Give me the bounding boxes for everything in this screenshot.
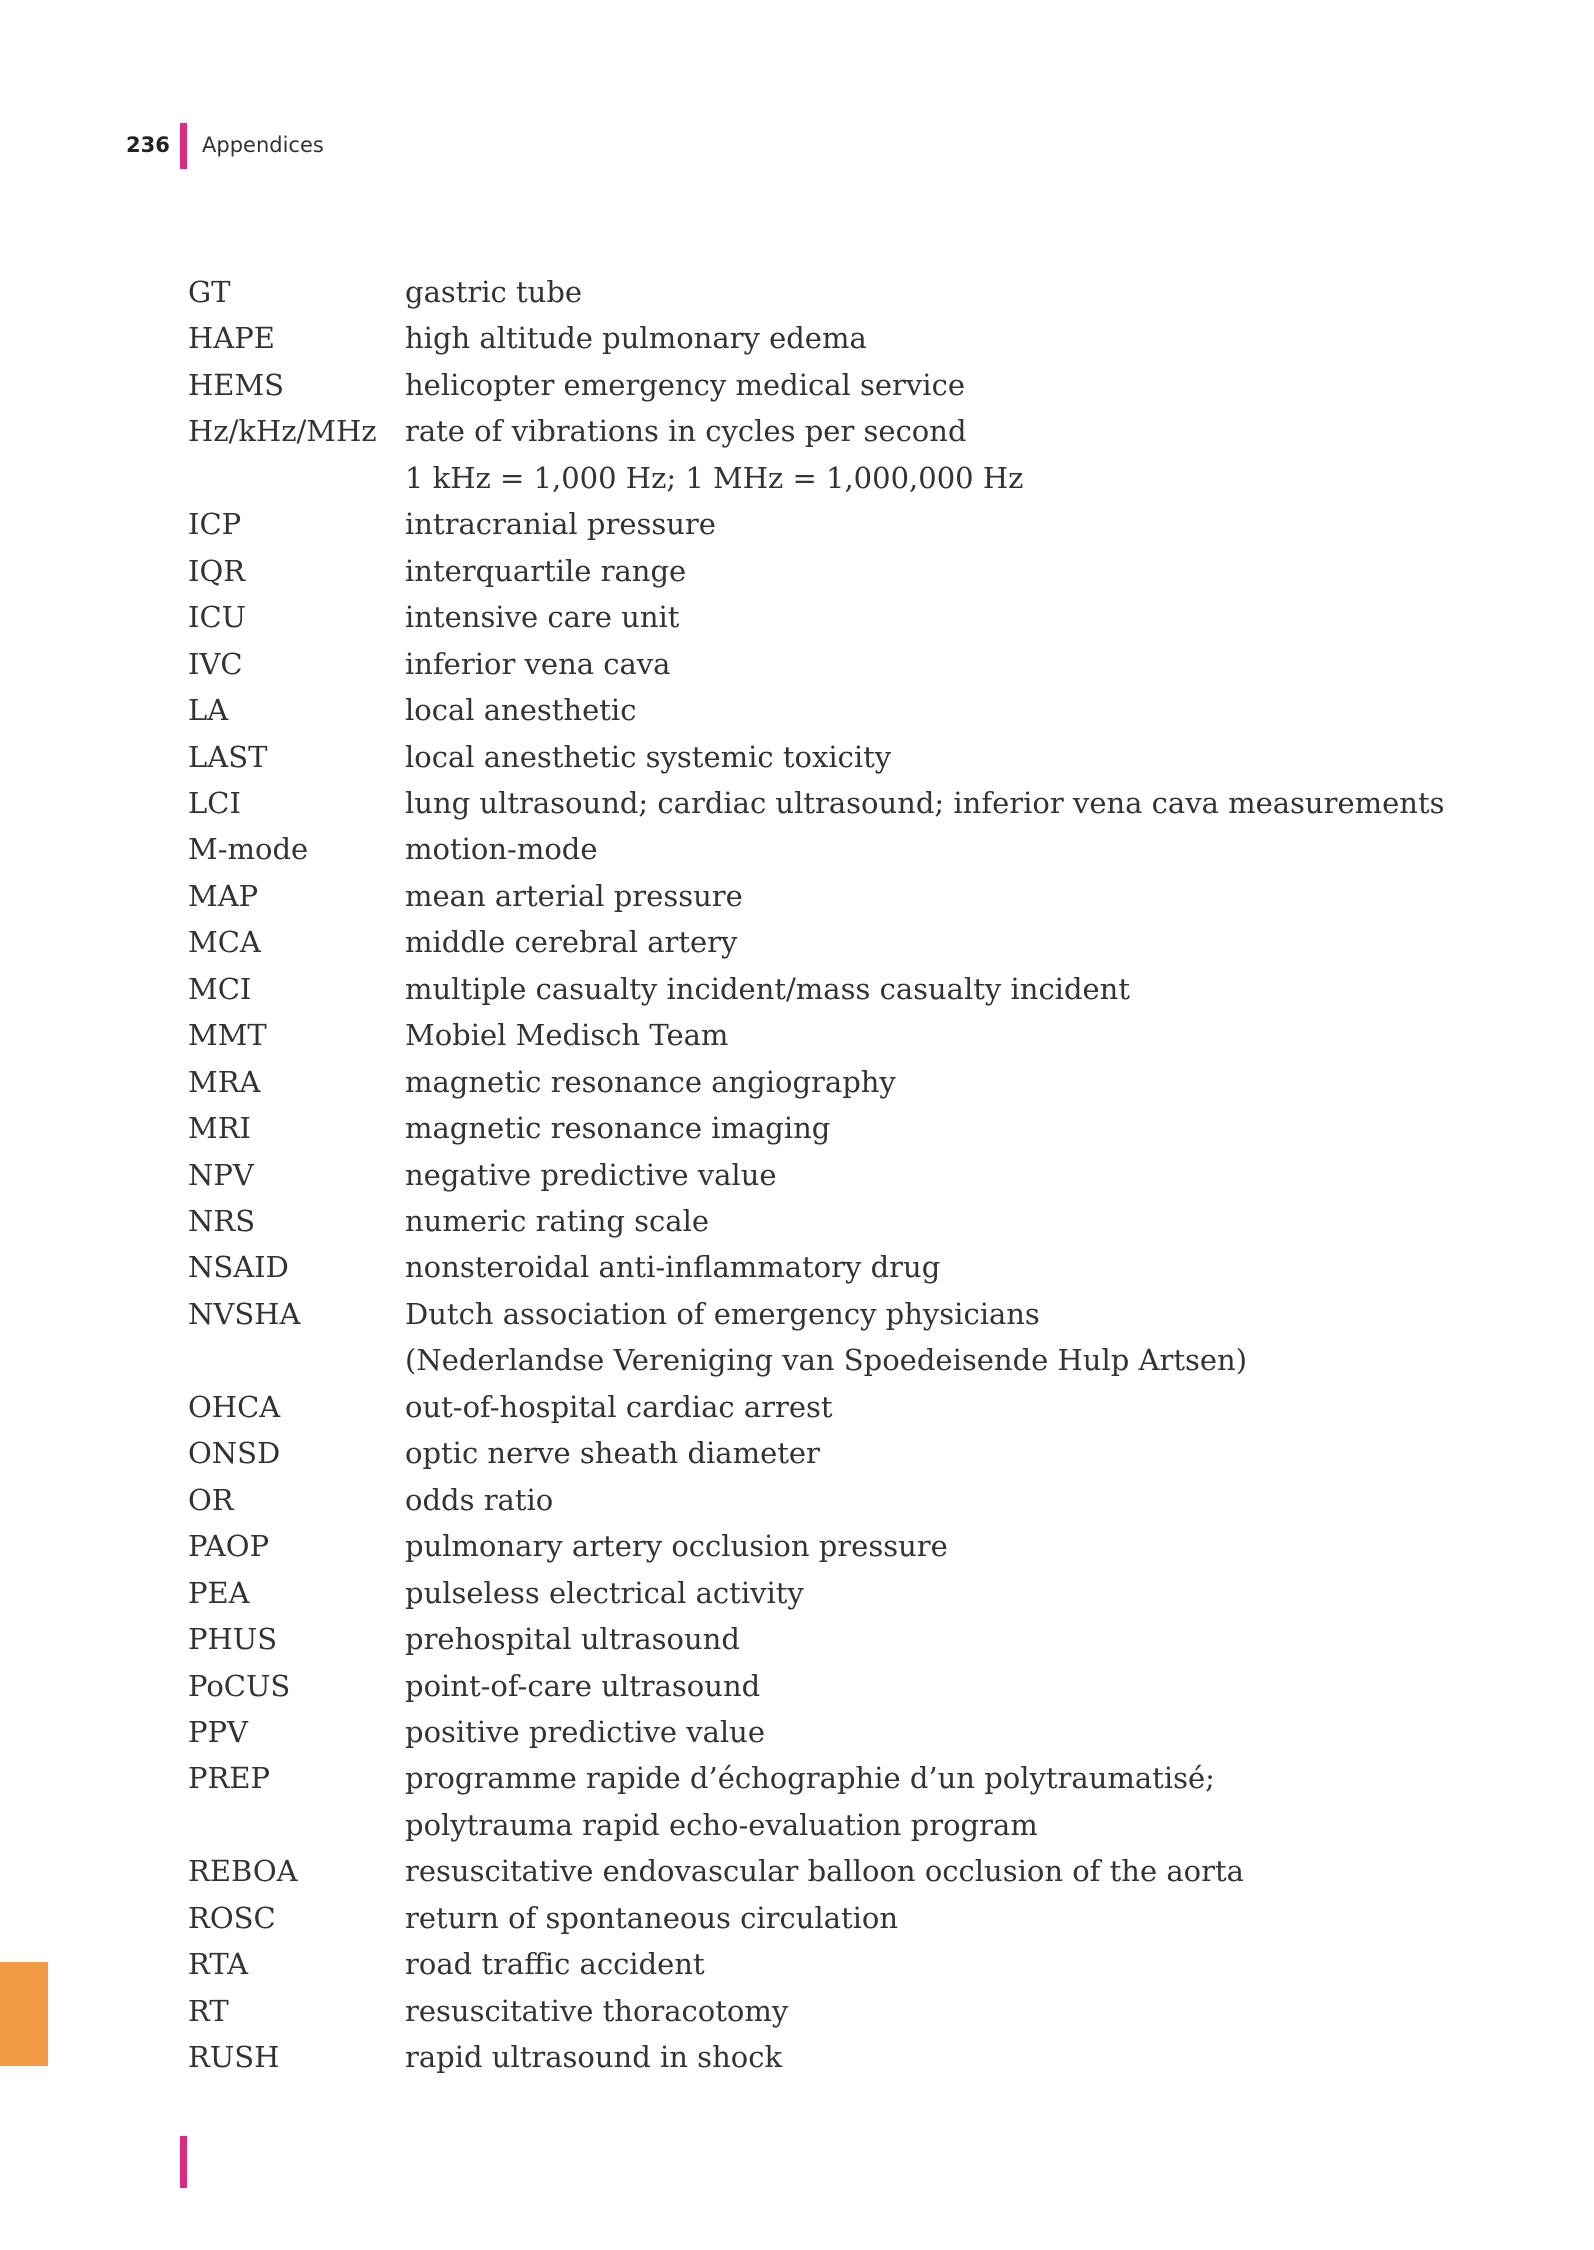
abbreviation-row	[0, 919, 1594, 965]
abbreviation-definition: local anesthetic	[405, 693, 637, 728]
abbreviation-row	[0, 315, 1594, 361]
abbreviation-definition: (Nederlandse Vereniging van Spoedeisende Hulp Artsen)	[405, 1343, 1248, 1378]
abbreviation-term: ROSC	[188, 1900, 276, 1935]
abbreviation-term: PREP	[188, 1761, 271, 1796]
abbreviation-term: ICU	[188, 600, 247, 635]
abbreviation-term: MMT	[188, 1018, 267, 1053]
abbreviation-definition: rate of vibrations in cycles per second	[405, 414, 967, 449]
abbreviation-row	[0, 1152, 1594, 1198]
abbreviation-definition: pulseless electrical activity	[405, 1575, 804, 1610]
abbreviation-definition: programme rapide d’échographie d’un polytraumatisé;	[405, 1761, 1215, 1796]
abbreviation-row	[0, 1384, 1594, 1430]
abbreviation-definition: local anesthetic systemic toxicity	[405, 739, 892, 774]
abbreviation-definition: Mobiel Medisch Team	[405, 1018, 729, 1053]
abbreviation-row	[0, 1755, 1594, 1801]
abbreviation-row	[0, 780, 1594, 826]
abbreviation-term: LA	[188, 693, 229, 728]
abbreviation-term: IVC	[188, 646, 243, 681]
abbreviation-definition: inferior vena cava	[405, 646, 671, 681]
abbreviation-row	[0, 2034, 1594, 2080]
abbreviation-row	[0, 1337, 1594, 1383]
abbreviation-row	[0, 873, 1594, 919]
abbreviation-definition: return of spontaneous circulation	[405, 1900, 899, 1935]
abbreviation-row	[0, 1802, 1594, 1848]
abbreviation-definition: multiple casualty incident/mass casualty incident	[405, 971, 1131, 1006]
abbreviation-row	[0, 1570, 1594, 1616]
abbreviation-term: REBOA	[188, 1854, 298, 1889]
abbreviation-term: NVSHA	[188, 1296, 301, 1331]
abbreviation-row	[0, 1244, 1594, 1290]
abbreviation-definition: point-of-care ultrasound	[405, 1668, 761, 1703]
abbreviation-row	[0, 269, 1594, 315]
abbreviation-term: RT	[188, 1993, 229, 2028]
abbreviation-definition: gastric tube	[405, 275, 583, 309]
abbreviation-row	[0, 734, 1594, 780]
abbreviation-definition: odds ratio	[405, 1482, 554, 1517]
abbreviation-definition: intracranial pressure	[405, 507, 716, 542]
abbreviation-row	[0, 687, 1594, 733]
abbreviation-row	[0, 362, 1594, 408]
abbreviation-definition: motion-mode	[405, 832, 598, 867]
abbreviation-definition: interquartile range	[405, 553, 687, 588]
abbreviation-row	[0, 1105, 1594, 1151]
side-tab-marker	[0, 1962, 48, 2066]
abbreviation-term: PHUS	[188, 1622, 278, 1657]
abbreviation-definition: positive predictive value	[405, 1714, 766, 1749]
abbreviation-definition: magnetic resonance angiography	[405, 1064, 896, 1099]
header-accent-bar	[180, 123, 187, 169]
abbreviation-definition: Dutch association of emergency physicians	[405, 1296, 1040, 1331]
abbreviation-term: Hz/kHz/MHz	[188, 414, 377, 449]
abbreviation-term: MRA	[188, 1064, 261, 1099]
abbreviation-term: MCA	[188, 925, 261, 960]
abbreviation-term: OR	[188, 1482, 234, 1517]
abbreviation-definition: high altitude pulmonary edema	[405, 321, 867, 356]
abbreviation-definition: road traffic accident	[405, 1947, 705, 1982]
abbreviation-definition: rapid ultrasound in shock	[405, 2040, 783, 2075]
abbreviation-definition: out-of-hospital cardiac arrest	[405, 1389, 833, 1424]
abbreviation-row	[0, 641, 1594, 687]
abbreviation-term: IQR	[188, 553, 246, 588]
abbreviation-definition: nonsteroidal anti-inflammatory drug	[405, 1250, 941, 1285]
abbreviation-row	[0, 1848, 1594, 1894]
abbreviation-term: NPV	[188, 1157, 254, 1192]
abbreviation-definition: 1 kHz = 1,000 Hz; 1 MHz = 1,000,000 Hz	[405, 460, 1024, 495]
abbreviation-term: NRS	[188, 1204, 256, 1238]
abbreviation-term: PAOP	[188, 1529, 270, 1564]
page-number: 236	[126, 133, 170, 157]
abbreviation-row	[0, 826, 1594, 872]
abbreviation-definition: middle cerebral artery	[405, 925, 738, 960]
abbreviation-row	[0, 408, 1594, 454]
abbreviation-term: LCI	[188, 785, 241, 820]
abbreviation-term: HAPE	[188, 321, 275, 356]
abbreviation-row	[0, 1523, 1594, 1569]
abbreviation-definition: mean arterial pressure	[405, 878, 743, 913]
abbreviation-row	[0, 1895, 1594, 1941]
abbreviation-row	[0, 966, 1594, 1012]
abbreviation-row	[0, 1941, 1594, 1987]
abbreviation-term: ICP	[188, 507, 242, 542]
abbreviation-row	[0, 1012, 1594, 1058]
abbreviation-definition: magnetic resonance imaging	[405, 1111, 831, 1146]
abbreviation-row	[0, 1291, 1594, 1337]
abbreviation-definition: intensive care unit	[405, 600, 680, 635]
abbreviation-term: PoCUS	[188, 1668, 291, 1703]
abbreviation-row	[0, 1059, 1594, 1105]
abbreviation-term: NSAID	[188, 1250, 289, 1285]
abbreviation-definition: resuscitative endovascular balloon occlusion of the aorta	[405, 1854, 1244, 1889]
abbreviation-term: RUSH	[188, 2040, 280, 2075]
abbreviation-term: ONSD	[188, 1436, 281, 1471]
abbreviation-definition: numeric rating scale	[405, 1204, 710, 1238]
abbreviation-term: HEMS	[188, 367, 285, 402]
abbreviation-row	[0, 548, 1594, 594]
abbreviation-term: MRI	[188, 1111, 251, 1146]
abbreviation-term: MCI	[188, 971, 252, 1006]
abbreviation-definition: negative predictive value	[405, 1157, 777, 1192]
abbreviation-definition: pulmonary artery occlusion pressure	[405, 1529, 948, 1564]
abbreviation-definition: optic nerve sheath diameter	[405, 1436, 820, 1471]
abbreviation-row	[0, 501, 1594, 547]
abbreviation-term: PPV	[188, 1714, 248, 1749]
abbreviation-row	[0, 1616, 1594, 1662]
abbreviation-term: M-mode	[188, 832, 309, 867]
abbreviation-row	[0, 594, 1594, 640]
abbreviation-row	[0, 1709, 1594, 1755]
abbreviation-term: RTA	[188, 1947, 249, 1982]
abbreviation-term: GT	[188, 275, 231, 309]
abbreviation-definition: resuscitative thoracotomy	[405, 1993, 789, 2028]
section-title: Appendices	[202, 133, 324, 157]
abbreviation-term: MAP	[188, 878, 259, 913]
abbreviation-definition: lung ultrasound; cardiac ultrasound; inferior vena cava measurements	[405, 785, 1445, 820]
footer-accent-bar	[180, 2136, 187, 2188]
abbreviation-definition: prehospital ultrasound	[405, 1622, 740, 1657]
abbreviation-definition: helicopter emergency medical service	[405, 367, 965, 402]
abbreviation-definition: polytrauma rapid echo-evaluation program	[405, 1807, 1038, 1842]
abbreviation-row	[0, 455, 1594, 501]
abbreviation-row	[0, 1663, 1594, 1709]
abbreviation-row	[0, 1430, 1594, 1476]
abbreviation-row	[0, 1988, 1594, 2034]
abbreviation-term: PEA	[188, 1575, 250, 1610]
abbreviation-term: OHCA	[188, 1389, 281, 1424]
abbreviation-row	[0, 1198, 1594, 1244]
abbreviation-row	[0, 1477, 1594, 1523]
abbreviation-term: LAST	[188, 739, 268, 774]
